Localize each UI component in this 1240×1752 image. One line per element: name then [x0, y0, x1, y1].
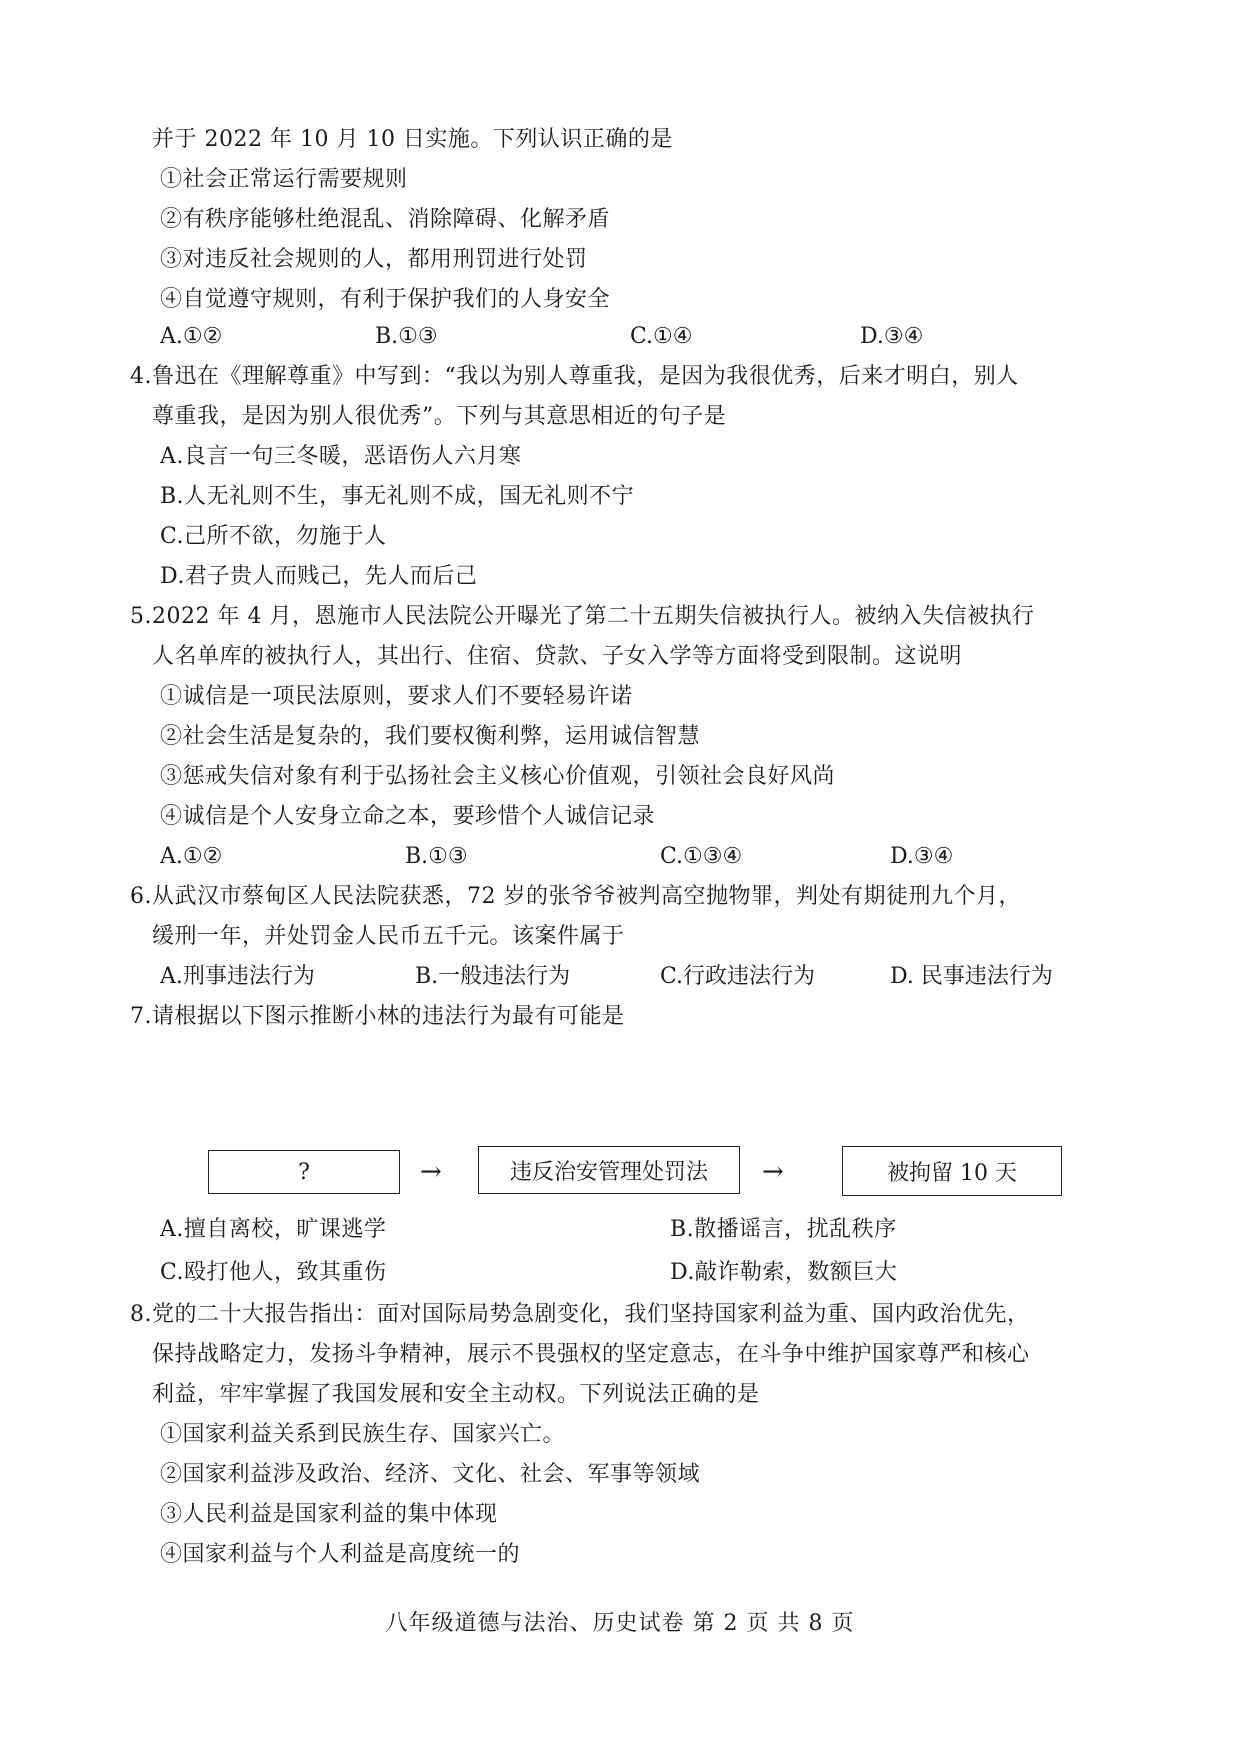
q8-stem-line3: 利益，牢牢掌握了我国发展和安全主动权。下列说法正确的是	[152, 1382, 760, 1407]
diagram-box-penalty-label: 被拘留 10 天	[887, 1160, 1017, 1186]
q7-option-d: D.敲诈勒索，数额巨大	[670, 1260, 898, 1285]
q8-stem-line1: 8.党的二十大报告指出：面对国际局势急剧变化，我们坚持国家利益为重、国内政治优先，	[130, 1302, 1030, 1327]
q4-option-d: D.君子贵人而贱己，先人而后己	[160, 564, 478, 589]
diagram-box-unknown-label: ?	[298, 1159, 310, 1185]
q8-statement-2: ②国家利益涉及政治、经济、文化、社会、军事等领域	[160, 1462, 701, 1487]
diagram-box-law-label: 违反治安管理处罚法	[509, 1159, 708, 1185]
q5-statement-1: ①诚信是一项民法原则，要求人们不要轻易许诺	[160, 684, 633, 709]
q5-option-d: D.③④	[890, 844, 954, 869]
q8-statement-1: ①国家利益关系到民族生存、国家兴亡。	[160, 1422, 566, 1447]
q6-option-b: B.一般违法行为	[415, 964, 571, 989]
q5-statement-4: ④诚信是个人安身立命之本，要珍惜个人诚信记录	[160, 804, 656, 829]
arrow-right-icon: →	[762, 1157, 784, 1187]
q6-stem-line1: 6.从武汉市蔡甸区人民法院获悉，72 岁的张爷爷被判高空抛物罪，判处有期徒刑九个月，	[130, 884, 1021, 909]
q6-option-d: D. 民事违法行为	[890, 964, 1053, 989]
diagram-box-law	[478, 1146, 740, 1194]
q8-statement-3: ③人民利益是国家利益的集中体现	[160, 1502, 498, 1527]
q3-option-d: D.③④	[860, 324, 924, 349]
q3-option-a: A.①②	[160, 324, 223, 349]
q4-stem-line1: 4.鲁迅在《理解尊重》中写到：“我以为别人尊重我，是因为我很优秀，后来才明白，别人	[130, 364, 1019, 389]
arrow-right-icon: →	[420, 1157, 442, 1187]
q6-stem-line2: 缓刑一年，并处罚金人民币五千元。该案件属于	[152, 924, 625, 949]
q8-statement-4: ④国家利益与个人利益是高度统一的	[160, 1542, 521, 1567]
q4-option-c: C.己所不欲，勿施于人	[160, 524, 387, 549]
diagram-box-penalty	[842, 1146, 1062, 1196]
q4-option-a: A.良言一句三冬暖，恶语伤人六月寒	[160, 444, 522, 469]
q3-statement-4: ④自觉遵守规则，有利于保护我们的人身安全	[160, 287, 611, 312]
q7-option-a: A.擅自离校，旷课逃学	[160, 1217, 387, 1242]
q7-option-b: B.散播谣言，扰乱秩序	[670, 1217, 897, 1242]
q5-statement-2: ②社会生活是复杂的，我们要权衡利弊，运用诚信智慧	[160, 724, 701, 749]
q5-stem-line2: 人名单库的被执行人，其出行、住宿、贷款、子女入学等方面将受到限制。这说明	[152, 644, 963, 669]
q5-statement-3: ③惩戒失信对象有利于弘扬社会主义核心价值观，引领社会良好风尚	[160, 764, 836, 789]
q6-option-a: A.刑事违法行为	[160, 964, 315, 989]
page-footer: 八年级道德与法治、历史试卷 第 2 页 共 8 页	[385, 1611, 855, 1636]
q4-stem-line2: 尊重我，是因为别人很优秀”。下列与其意思相近的句子是	[152, 404, 727, 429]
q7-option-c: C.殴打他人，致其重伤	[160, 1260, 387, 1285]
q5-option-c: C.①③④	[660, 844, 743, 869]
q5-option-b: B.①③	[405, 844, 468, 869]
q4-option-b: B.人无礼则不生，事无礼则不成，国无礼则不宁	[160, 484, 635, 509]
q7-stem: 7.请根据以下图示推断小林的违法行为最有可能是	[130, 1004, 625, 1029]
q8-stem-line2: 保持战略定力，发扬斗争精神，展示不畏强权的坚定意志，在斗争中维护国家尊严和核心	[152, 1342, 1030, 1367]
q3-option-b: B.①③	[375, 324, 438, 349]
q3-statement-3: ③对违反社会规则的人，都用刑罚进行处罚	[160, 247, 588, 272]
diagram-box-unknown	[208, 1150, 400, 1194]
q3-stem: 并于 2022 年 10 月 10 日实施。下列认识正确的是	[152, 127, 673, 152]
q3-option-c: C.①④	[630, 324, 693, 349]
q5-option-a: A.①②	[160, 844, 223, 869]
q5-stem-line1: 5.2022 年 4 月，恩施市人民法院公开曝光了第二十五期失信被执行人。被纳入失信被执行	[130, 604, 1035, 629]
q3-statement-1: ①社会正常运行需要规则	[160, 167, 408, 192]
q3-statement-2: ②有秩序能够杜绝混乱、消除障碍、化解矛盾	[160, 207, 611, 232]
q6-option-c: C.行政违法行为	[660, 964, 816, 989]
